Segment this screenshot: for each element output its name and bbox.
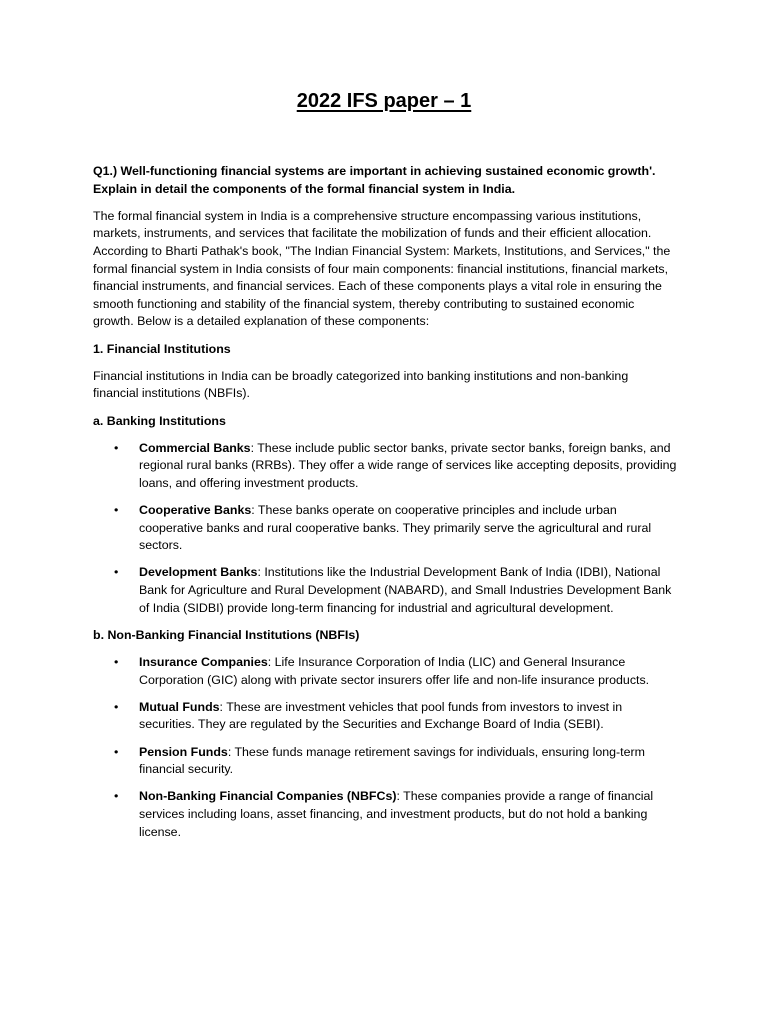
section-paragraph-financial-institutions: Financial institutions in India can be broadly categorized into banking institutions and non-banking financial institutions (NBFIs).: [93, 368, 629, 401]
intro-paragraph: The formal financial system in India is a comprehensive structure encompassing various institutions, markets, instruments, and services that facilitate the mobilization of funds and their efficient allocation. According to Bharti Pathak's book, "The Indian Financial System: Markets, Institutions, and Services," the formal financial system in India consists of four main components: financial institutions, financial markets, financial instruments, and financial services. Each of these components plays a vital role in ensuring the smooth functioning and stability of the financial system, thereby contributing to sustained economic growth. Below is a detailed explanation of these components:: [93, 208, 671, 329]
list-item: [139, 744, 677, 779]
list-item-term: Pension Funds: [139, 744, 228, 759]
section-heading-financial-institutions: 1. Financial Institutions: [93, 341, 231, 356]
list-item-term: Commercial Banks: [139, 440, 251, 455]
document-body: [93, 163, 677, 851]
list-item-text: : Institutions like the Industrial Development Bank of India (IDBI), National Bank for Agriculture and Rural Development (NABARD), and Small Industries Development Bank of India (SIDBI) provide long-term financing for industrial and agricultural development.: [139, 565, 672, 615]
list-item-term: Mutual Funds: [139, 699, 220, 714]
list-item: [139, 564, 677, 617]
nbfi-list: [93, 654, 677, 841]
list-item: [139, 788, 677, 841]
list-item: [139, 502, 677, 555]
subsection-heading-banking: a. Banking Institutions: [93, 413, 226, 428]
list-item: [139, 654, 677, 689]
question-text: Q1.) Well-functioning financial systems are important in achieving sustained economic growth'. Explain in detail the components of the formal financial system in India.: [93, 164, 656, 196]
banking-institutions-list: [93, 440, 677, 618]
list-item-term: Insurance Companies: [139, 655, 268, 669]
list-item-text: : Life Insurance Corporation of India (LIC) and General Insurance Corporation (GIC) along with private sector insurers offer life and non-life insurance products.: [139, 655, 650, 687]
list-item-term: Development Banks: [139, 565, 258, 580]
list-item-text: : These banks operate on cooperative principles and include urban cooperative banks and rural cooperative banks. They primarily serve the agricultural and rural sectors.: [139, 503, 652, 553]
list-item-text: : These include public sector banks, private sector banks, foreign banks, and regional rural banks (RRBs). They offer a wide range of services like accepting deposits, providing loans, and offering investment products.: [139, 440, 677, 490]
list-item-text: : These funds manage retirement savings for individuals, ensuring long-term financial security.: [139, 744, 645, 777]
list-item: [139, 440, 677, 493]
subsection-heading-nbfi: b. Non-Banking Financial Institutions (NBFIs): [93, 627, 360, 642]
list-item-text: : These companies provide a range of financial services including loans, asset financing, and investment products, but do not hold a banking license.: [139, 789, 654, 839]
page-title: 2022 IFS paper – 1: [296, 90, 472, 112]
list-item-text: : These are investment vehicles that pool funds from investors to invest in securities. They are regulated by the Securities and Exchange Board of India (SEBI).: [139, 699, 623, 732]
list-item-term: Cooperative Banks: [139, 503, 252, 518]
list-item: [139, 699, 677, 734]
list-item-term: Non-Banking Financial Companies (NBFCs): [139, 789, 397, 804]
